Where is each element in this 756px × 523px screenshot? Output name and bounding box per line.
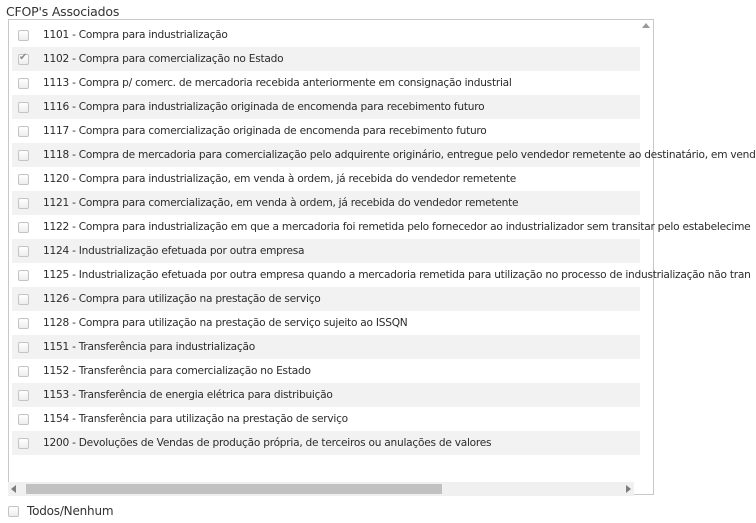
- cfop-item-label: 1200 - Devoluções de Vendas de produção própria, de terceiros ou anulações de valores: [43, 437, 492, 449]
- select-all-checkbox[interactable]: [8, 506, 19, 517]
- cfop-list-item[interactable]: [12, 263, 751, 287]
- checkbox[interactable]: [18, 342, 29, 353]
- checkbox[interactable]: [18, 294, 29, 305]
- checked-checkbox[interactable]: [18, 54, 29, 65]
- cfop-item-label: 1122 - Compra para industrialização em que a mercadoria foi remetida pelo fornecedor ao industrializador sem transitar pelo estabelecime: [43, 221, 751, 233]
- cfop-item-label: 1102 - Compra para comercialização no Estado: [43, 53, 284, 65]
- cfop-item-label: 1117 - Compra para comercialização originada de encomenda para recebimento futuro: [43, 125, 487, 137]
- checkbox[interactable]: [18, 198, 29, 209]
- cfop-list-item[interactable]: [12, 23, 640, 47]
- cfop-list-box[interactable]: [8, 19, 756, 495]
- cfop-item-label: 1118 - Compra de mercadoria para comercialização pelo adquirente originário, entregue pelo vendedor remetente ao destinatário, em vend: [43, 149, 756, 161]
- cfop-item-label: 1125 - Industrialização efetuada por outra empresa quando a mercadoria remetida para utilização no processo de industrialização não tran: [43, 269, 751, 281]
- cfop-list-item[interactable]: [12, 47, 640, 71]
- checkbox[interactable]: [18, 222, 29, 233]
- cfop-list-viewport: [12, 23, 756, 479]
- cfop-list-item[interactable]: [12, 239, 640, 263]
- cfop-item-label: 1153 - Transferência de energia elétrica para distribuição: [43, 389, 333, 401]
- cfop-list-item[interactable]: [12, 167, 640, 191]
- cfop-list-item[interactable]: [12, 383, 640, 407]
- cfop-list-item[interactable]: [12, 119, 640, 143]
- cfop-item-label: 1152 - Transferência para comercialização no Estado: [43, 365, 311, 377]
- select-all-control[interactable]: [8, 504, 113, 518]
- checkbox[interactable]: [18, 366, 29, 377]
- cfop-list-item[interactable]: [12, 359, 640, 383]
- horizontal-scroll-thumb[interactable]: [26, 484, 442, 494]
- cfop-list-item[interactable]: [12, 431, 640, 455]
- cfop-list-item[interactable]: [12, 95, 640, 119]
- cfop-list-item[interactable]: [12, 143, 756, 167]
- checkbox[interactable]: [18, 270, 29, 281]
- checkbox[interactable]: [18, 414, 29, 425]
- cfop-item-label: 1126 - Compra para utilização na prestação de serviço: [43, 293, 321, 305]
- horizontal-scrollbar[interactable]: [8, 482, 634, 496]
- checkbox[interactable]: [18, 438, 29, 449]
- cfop-list-item[interactable]: [12, 191, 640, 215]
- cfop-group-label: CFOP's Associados: [6, 4, 120, 19]
- scroll-right-arrow-icon[interactable]: [626, 485, 631, 493]
- cfop-item-label: 1121 - Compra para comercialização, em venda à ordem, já recebida do vendedor remetente: [43, 197, 519, 209]
- cfop-item-label: 1124 - Industrialização efetuada por outra empresa: [43, 245, 305, 257]
- checkbox[interactable]: [18, 126, 29, 137]
- cfop-item-label: 1116 - Compra para industrialização originada de encomenda para recebimento futuro: [43, 101, 485, 113]
- scroll-left-arrow-icon[interactable]: [11, 485, 16, 493]
- select-all-label: Todos/Nenhum: [27, 504, 114, 518]
- checkbox[interactable]: [18, 78, 29, 89]
- cfop-item-label: 1120 - Compra para industrialização, em venda à ordem, já recebida do vendedor remetente: [43, 173, 517, 185]
- checkbox[interactable]: [18, 318, 29, 329]
- cfop-item-label: 1151 - Transferência para industrialização: [43, 341, 255, 353]
- scroll-up-arrow-icon[interactable]: [642, 23, 650, 28]
- cfop-list-item[interactable]: [12, 311, 640, 335]
- checkbox[interactable]: [18, 246, 29, 257]
- checkbox[interactable]: [18, 150, 29, 161]
- checkbox[interactable]: [18, 174, 29, 185]
- cfop-item-label: 1154 - Transferência para utilização na prestação de serviço: [43, 413, 348, 425]
- checkbox[interactable]: [18, 30, 29, 41]
- cfop-list-item[interactable]: [12, 215, 751, 239]
- checkbox[interactable]: [18, 390, 29, 401]
- cfop-list-item[interactable]: [12, 335, 640, 359]
- cfop-list-item[interactable]: [12, 407, 640, 431]
- cfop-item-label: 1113 - Compra p/ comerc. de mercadoria recebida anteriormente em consignação industrial: [43, 77, 512, 89]
- vertical-scrollbar[interactable]: [639, 20, 653, 494]
- cfop-list-item[interactable]: [12, 71, 640, 95]
- checkbox[interactable]: [18, 102, 29, 113]
- cfop-item-label: 1128 - Compra para utilização na prestação de serviço sujeito ao ISSQN: [43, 317, 408, 329]
- cfop-list-item[interactable]: [12, 287, 640, 311]
- cfop-item-label: 1101 - Compra para industrialização: [43, 29, 228, 41]
